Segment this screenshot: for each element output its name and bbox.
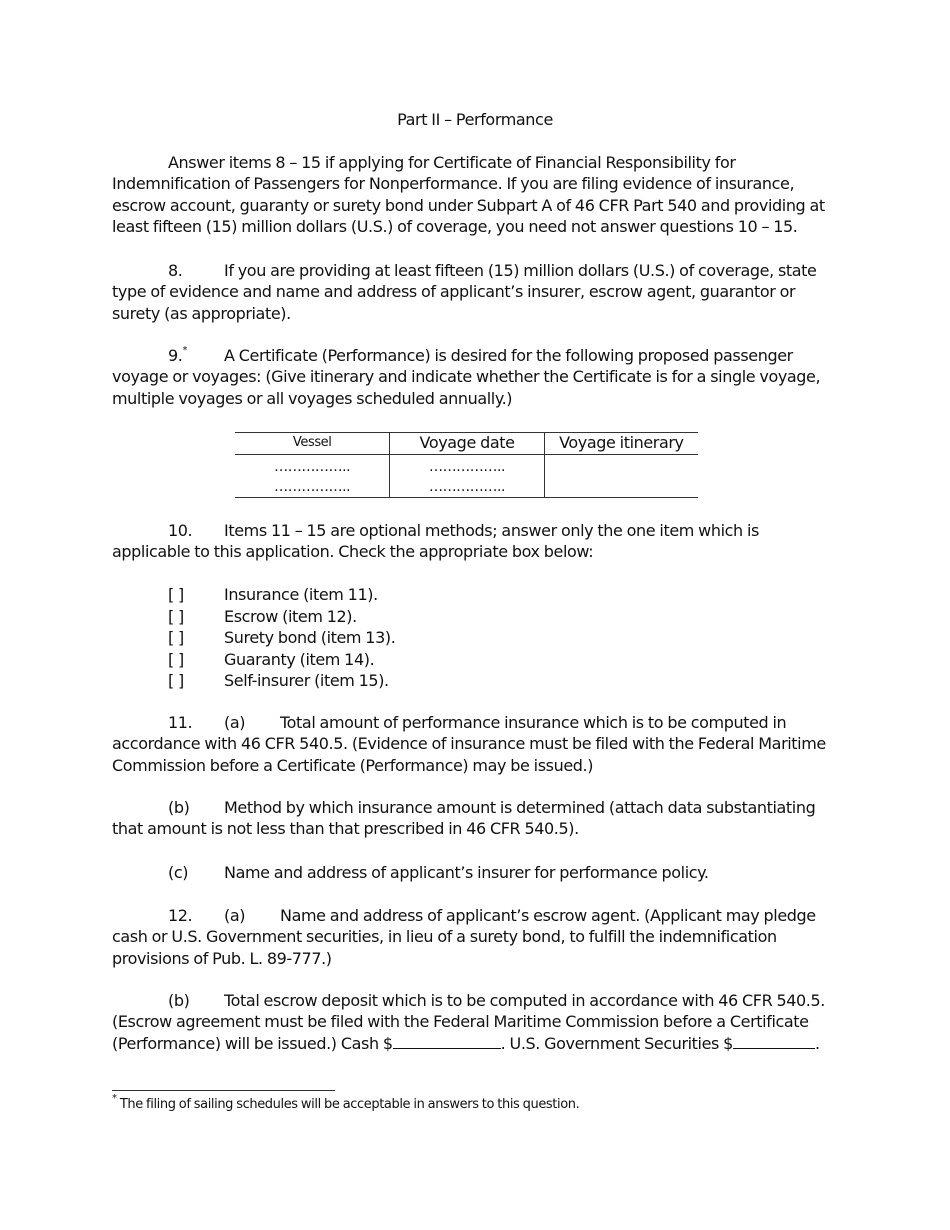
checkbox[interactable]: [ ] (168, 585, 184, 604)
dotted-entry: …………….. (274, 479, 351, 495)
voyage-table (235, 432, 698, 498)
item-12a-text: Name and address of applicant’s escrow agent. (Applicant may pledge cash or U.S. Government securities, in lieu of a surety bond, to fulfill the indemnification provisions of Pub. L. 89-777.) (112, 906, 816, 968)
checkbox[interactable]: [ ] (168, 628, 184, 647)
cash-amount-field[interactable] (393, 1033, 501, 1049)
voyage-itinerary-cell[interactable] (544, 455, 698, 498)
table-header-row (235, 433, 698, 455)
checkbox[interactable]: [ ] (168, 606, 184, 626)
item-11a (112, 712, 838, 776)
footnote-marker: * (112, 1092, 117, 1104)
footnote-text: The filing of sailing schedules will be acceptable in answers to this question. (116, 1097, 580, 1112)
intro-paragraph: Answer items 8 – 15 if applying for Certificate of Financial Responsibility for Indemnification of Passengers for Nonperformance. If you are filing evidence of insurance, escrow account, guaranty or surety bond under Subpart A of 46 CFR Part 540 and providing at least fifteen (15) million dollars (U.S.) of coverage, you need not answer questions 10 – 15. (112, 153, 825, 237)
item-12b-label: (b) (168, 991, 190, 1010)
item-11a-text: Total amount of performance insurance which is to be computed in accordance with 46 CFR 540.5. (Evidence of insurance must be filed with the Federal Maritime Commission before a Certificate (Performance) may be issued.) (112, 713, 826, 775)
item-9-text: A Certificate (Performance) is desired for the following proposed passenger voyage or voyages: (Give itinerary and indicate whether the Certificate is for a single voyage, multiple voyages or all voyages scheduled annually.) (112, 346, 821, 408)
voyage-date-cell[interactable] (390, 455, 544, 498)
item-8 (112, 260, 838, 324)
item-8-number: 8. (168, 261, 183, 280)
option-self-insurer[interactable] (168, 670, 848, 691)
item-9 (112, 345, 838, 409)
item-11a-label: (a) (224, 713, 246, 732)
item-11b-label: (b) (168, 798, 190, 817)
item-11b-text: Method by which insurance amount is determined (attach data substantiating that amount is not less than that prescribed in 46 CFR 540.5). (112, 798, 816, 839)
item-10 (112, 520, 838, 563)
item-10-text: Items 11 – 15 are optional methods; answer only the one item which is applicable to this application. Check the appropriate box below: (112, 521, 759, 562)
item-11-number: 11. (168, 713, 193, 732)
item-10-number: 10. (168, 521, 193, 540)
column-header-voyage-itinerary: Voyage itinerary (544, 433, 698, 455)
checkbox[interactable]: [ ] (168, 649, 184, 669)
column-header-voyage-date: Voyage date (390, 433, 544, 455)
footnote (112, 1092, 832, 1114)
item-12b-text: Total escrow deposit which is to be computed in accordance with 46 CFR 540.5. (Escrow agreement must be filed with the Federal Maritime Commission before a Certificate (Performance) will be issued.) Cash $ (112, 991, 825, 1053)
securities-amount-field[interactable] (733, 1033, 815, 1049)
column-header-vessel: Vessel (235, 433, 390, 455)
option-guaranty[interactable] (168, 649, 848, 670)
option-escrow[interactable] (168, 606, 848, 627)
option-label: Escrow (item 12). (224, 606, 357, 626)
checkbox[interactable]: [ ] (168, 671, 184, 690)
option-label: Surety bond (item 13). (224, 628, 396, 647)
item-11c-text: Name and address of applicant’s insurer for performance policy. (224, 863, 709, 882)
table-row (235, 455, 698, 498)
option-label: Self-insurer (item 15). (224, 671, 389, 690)
item-12a (112, 905, 838, 969)
option-label: Insurance (item 11). (224, 585, 378, 604)
item-11c-label: (c) (168, 863, 189, 882)
option-label: Guaranty (item 14). (224, 649, 375, 669)
vessel-cell[interactable] (235, 455, 390, 498)
item-11b (112, 797, 838, 840)
dotted-entry: …………….. (428, 479, 506, 495)
dotted-entry: …………….. (274, 459, 351, 475)
item-11c (112, 862, 838, 883)
option-insurance[interactable] (168, 584, 848, 605)
item-8-text: If you are providing at least fifteen (15) million dollars (U.S.) of coverage, state type of evidence and name and address of applicant’s insurer, escrow agent, guarantor or surety (as appropriate). (112, 261, 817, 323)
option-surety-bond[interactable] (168, 627, 848, 648)
item-12b: (b) Total escrow deposit which is to be computed in accordance with 46 CFR 540.5. (Escrow agreement must be filed with the Federal Maritime Commission before a Certificate (Performance) will be issued.) Cash $ . U.S. Government Securities $ . (112, 991, 825, 1053)
page-title: Part II – Performance (397, 110, 553, 129)
item-9-number: 9.* (168, 344, 188, 365)
item-12a-label: (a) (224, 906, 246, 925)
footnote-divider (112, 1090, 335, 1091)
dotted-entry: …………….. (428, 459, 506, 475)
footnote-marker: * (182, 344, 188, 356)
item-12-number: 12. (168, 906, 193, 925)
